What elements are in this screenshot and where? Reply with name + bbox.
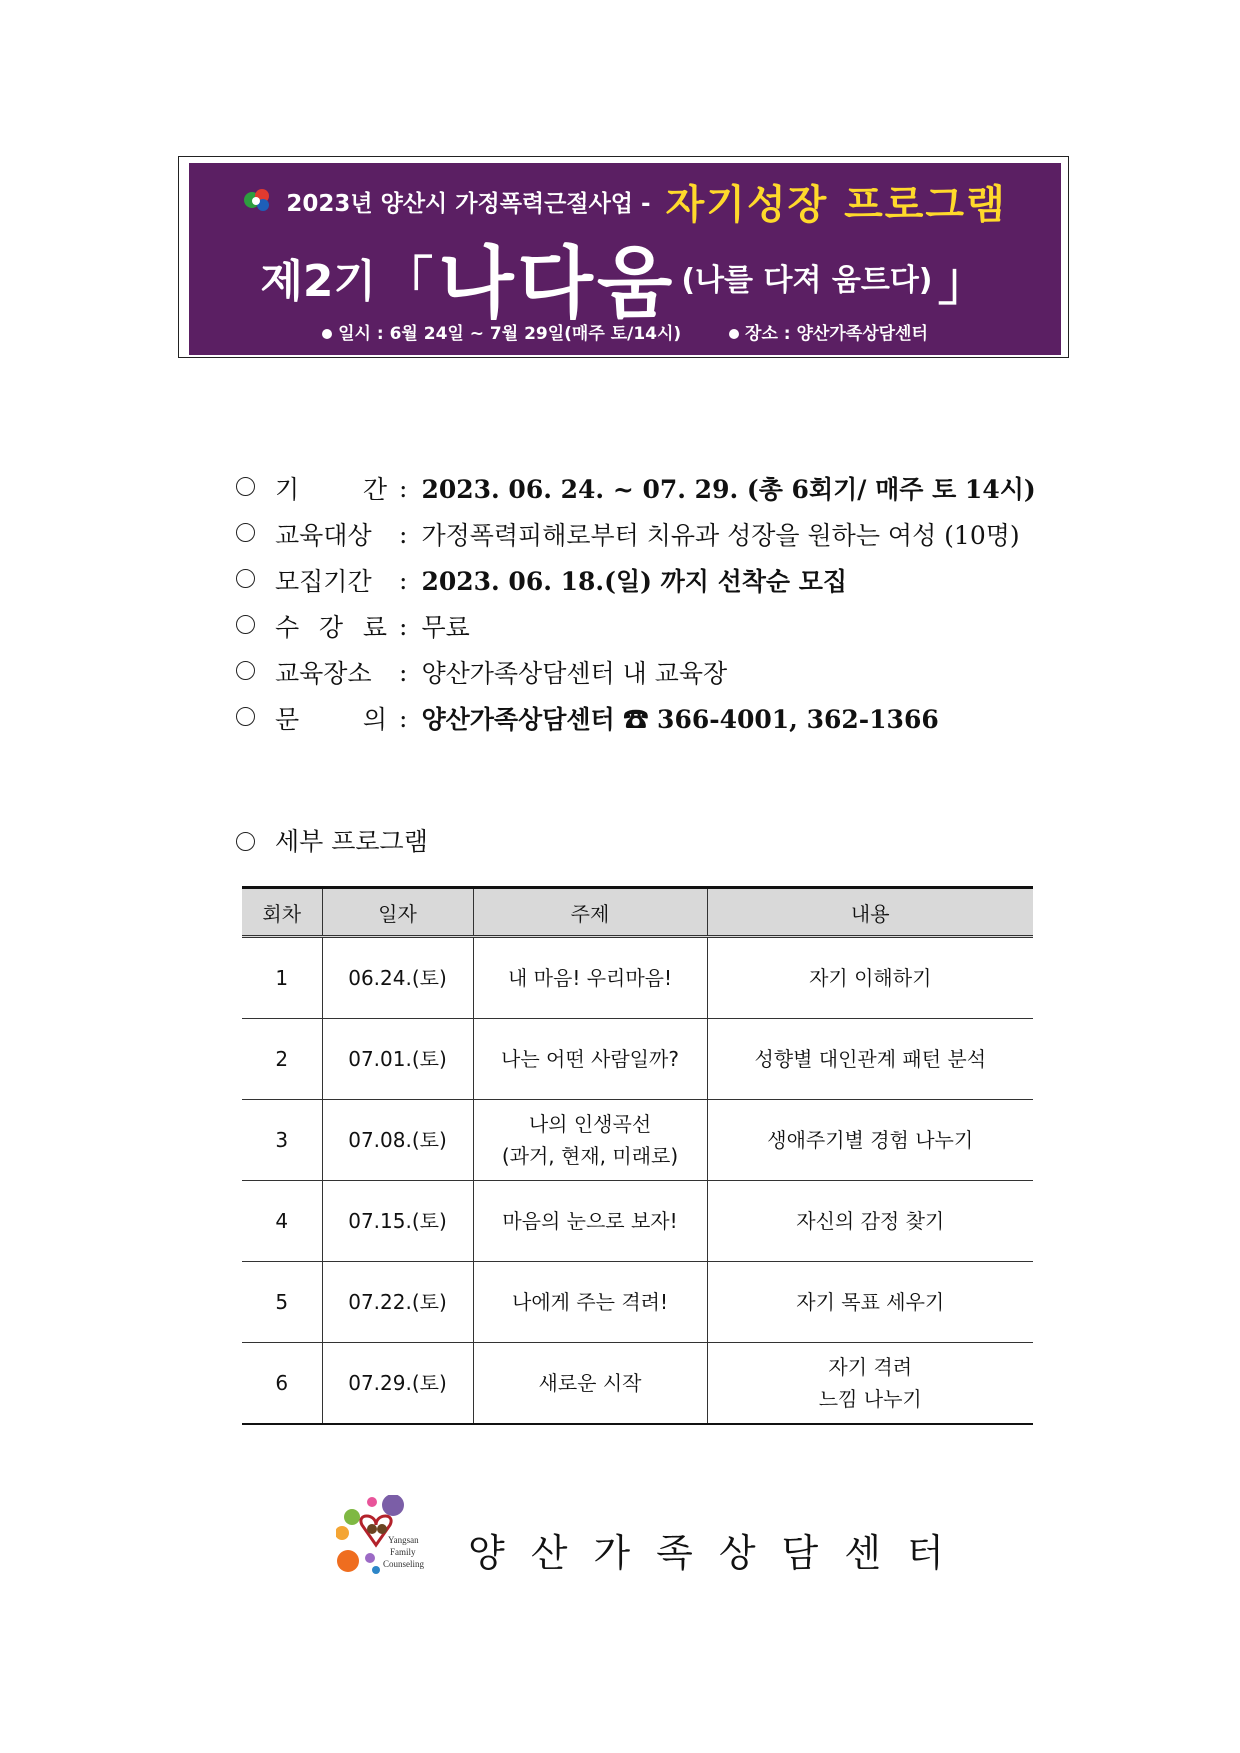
bullet-icon: [729, 329, 739, 339]
cell-date: 07.01.(토): [322, 1019, 473, 1100]
content-line: 자기 목표 세우기: [796, 1290, 945, 1314]
info-value: 2023. 06. 18.(일) 까지 선착순 모집: [421, 567, 848, 596]
cell-date: 07.08.(토): [322, 1100, 473, 1181]
section-title-text: 세부 프로그램: [275, 827, 428, 856]
content-line: 자신의 감정 찾기: [796, 1209, 945, 1233]
cell-date: 06.24.(토): [322, 937, 473, 1019]
cell-session: 3: [242, 1100, 322, 1181]
info-value: 양산가족상담센터 ☎ 366-4001, 362-1366: [421, 705, 939, 734]
banner-schedule: 일시 : 6월 24일 ~ 7월 29일(매주 토/14시): [338, 324, 682, 344]
banner-title: 나다움: [438, 239, 677, 329]
content-line: 성향별 대인관계 패턴 분석: [754, 1047, 987, 1071]
info-value: 가정폭력피해로부터 치유과 성장을 원하는 여성 (10명): [421, 521, 1020, 550]
table-header-row: [242, 888, 1033, 937]
topic-line: 나는 어떤 사람일까?: [501, 1047, 679, 1071]
cell-session: 6: [242, 1343, 322, 1425]
topic-line: 마음의 눈으로 보자!: [502, 1209, 678, 1233]
cell-date: 07.29.(토): [322, 1343, 473, 1425]
logo-text-line: Family: [390, 1547, 416, 1557]
program-banner: [189, 163, 1061, 355]
topic-line-2: (과거, 현재, 미래로): [501, 1144, 679, 1168]
info-value: 2023. 06. 24. ~ 07. 29. (총 6회기/ 매주 토 14시): [421, 475, 1036, 504]
cell-session: 1: [242, 937, 322, 1019]
section-title: [236, 822, 428, 858]
cell-session: 5: [242, 1262, 322, 1343]
cell-topic: [473, 937, 707, 1019]
content-line: 자기 이해하기: [809, 966, 932, 990]
banner-program-name: 자기성장 프로그램: [665, 182, 1007, 228]
cell-content: [707, 1343, 1033, 1425]
content-line-2: 느낌 나누기: [818, 1387, 922, 1411]
topic-line: 내 마음! 우리마음!: [508, 966, 672, 990]
info-value: 양산가족상담센터 내 교육장: [421, 659, 728, 688]
table-row: [242, 937, 1033, 1019]
city-logo-icon: [243, 187, 273, 217]
info-label: 모집기간: [275, 567, 372, 596]
header-session: 회차: [242, 888, 322, 937]
circle-bullet-icon: [236, 615, 255, 634]
info-label: 문 의: [275, 705, 387, 734]
info-row: 모집기간 : 2023. 06. 18.(일) 까지 선착순 모집: [236, 562, 1136, 608]
cell-topic: [473, 1181, 707, 1262]
info-row: 기 간 : 2023. 06. 24. ~ 07. 29. (총 6회기/ 매주 토 14시): [236, 470, 1136, 516]
header-date: 일자: [322, 888, 473, 937]
topic-line: 나에게 주는 격려!: [512, 1290, 668, 1314]
bullet-icon: [322, 329, 332, 339]
circle-bullet-icon: [236, 477, 255, 496]
banner-title-line: [189, 221, 1061, 333]
banner-generation: 제2기: [260, 256, 376, 307]
cell-date: 07.15.(토): [322, 1181, 473, 1262]
circle-bullet-icon: [236, 661, 255, 680]
cell-topic: [473, 1262, 707, 1343]
header-topic: 주제: [473, 888, 707, 937]
info-row: 문 의 : 양산가족상담센터 ☎ 366-4001, 362-1366: [236, 700, 1136, 746]
cell-content: [707, 937, 1033, 1019]
info-label: 기 간: [275, 475, 387, 504]
logo-text-line: Yangsan: [388, 1535, 419, 1545]
content-line: 생애주기별 경험 나누기: [767, 1128, 974, 1152]
cell-session: 4: [242, 1181, 322, 1262]
banner-close-bracket: 」: [937, 252, 990, 313]
table-row: [242, 1262, 1033, 1343]
schedule-table: [242, 886, 1033, 1425]
info-label: 수 강 료: [275, 613, 387, 642]
info-row: 교육대상 : 가정폭력피해로부터 치유과 성장을 원하는 여성 (10명): [236, 516, 1136, 562]
info-row: 교육장소 : 양산가족상담센터 내 교육장: [236, 654, 1136, 700]
center-logo-icon: [336, 1495, 432, 1575]
table-row: [242, 1181, 1033, 1262]
info-label: 교육장소: [275, 659, 372, 688]
info-label: 교육대상: [275, 521, 372, 550]
cell-content: [707, 1262, 1033, 1343]
info-value: 무료: [421, 613, 470, 642]
table-row: [242, 1343, 1033, 1425]
info-row: 수 강 료 : 무료: [236, 608, 1136, 654]
topic-line: 새로운 시작: [538, 1371, 642, 1395]
banner-top-text: 2023년 양산시 가정폭력근절사업 -: [286, 191, 651, 217]
table-row: [242, 1019, 1033, 1100]
cell-content: [707, 1019, 1033, 1100]
logo-text-line: Counseling: [383, 1559, 425, 1569]
banner-subtitle: (나를 다져 움트다): [681, 263, 933, 298]
cell-content: [707, 1181, 1033, 1262]
cell-session: 2: [242, 1019, 322, 1100]
circle-bullet-icon: [236, 523, 255, 542]
circle-bullet-icon: [236, 569, 255, 588]
cell-topic: [473, 1100, 707, 1181]
header-content: 내용: [707, 888, 1033, 937]
banner-open-bracket: 「: [381, 252, 434, 313]
circle-bullet-icon: [236, 707, 255, 726]
center-name: 양산가족상담센터: [468, 1531, 970, 1575]
cell-topic: [473, 1343, 707, 1425]
banner-details: [189, 319, 1061, 344]
table-row: [242, 1100, 1033, 1181]
topic-line: 나의 인생곡선: [528, 1112, 652, 1136]
cell-content: [707, 1100, 1033, 1181]
program-info: [236, 470, 1136, 746]
circle-bullet-icon: [236, 832, 255, 851]
cell-topic: [473, 1019, 707, 1100]
cell-date: 07.22.(토): [322, 1262, 473, 1343]
content-line: 자기 격려: [828, 1355, 913, 1379]
banner-top-line: [189, 173, 1061, 228]
banner-place: 장소 : 양산가족상담센터: [745, 324, 928, 344]
